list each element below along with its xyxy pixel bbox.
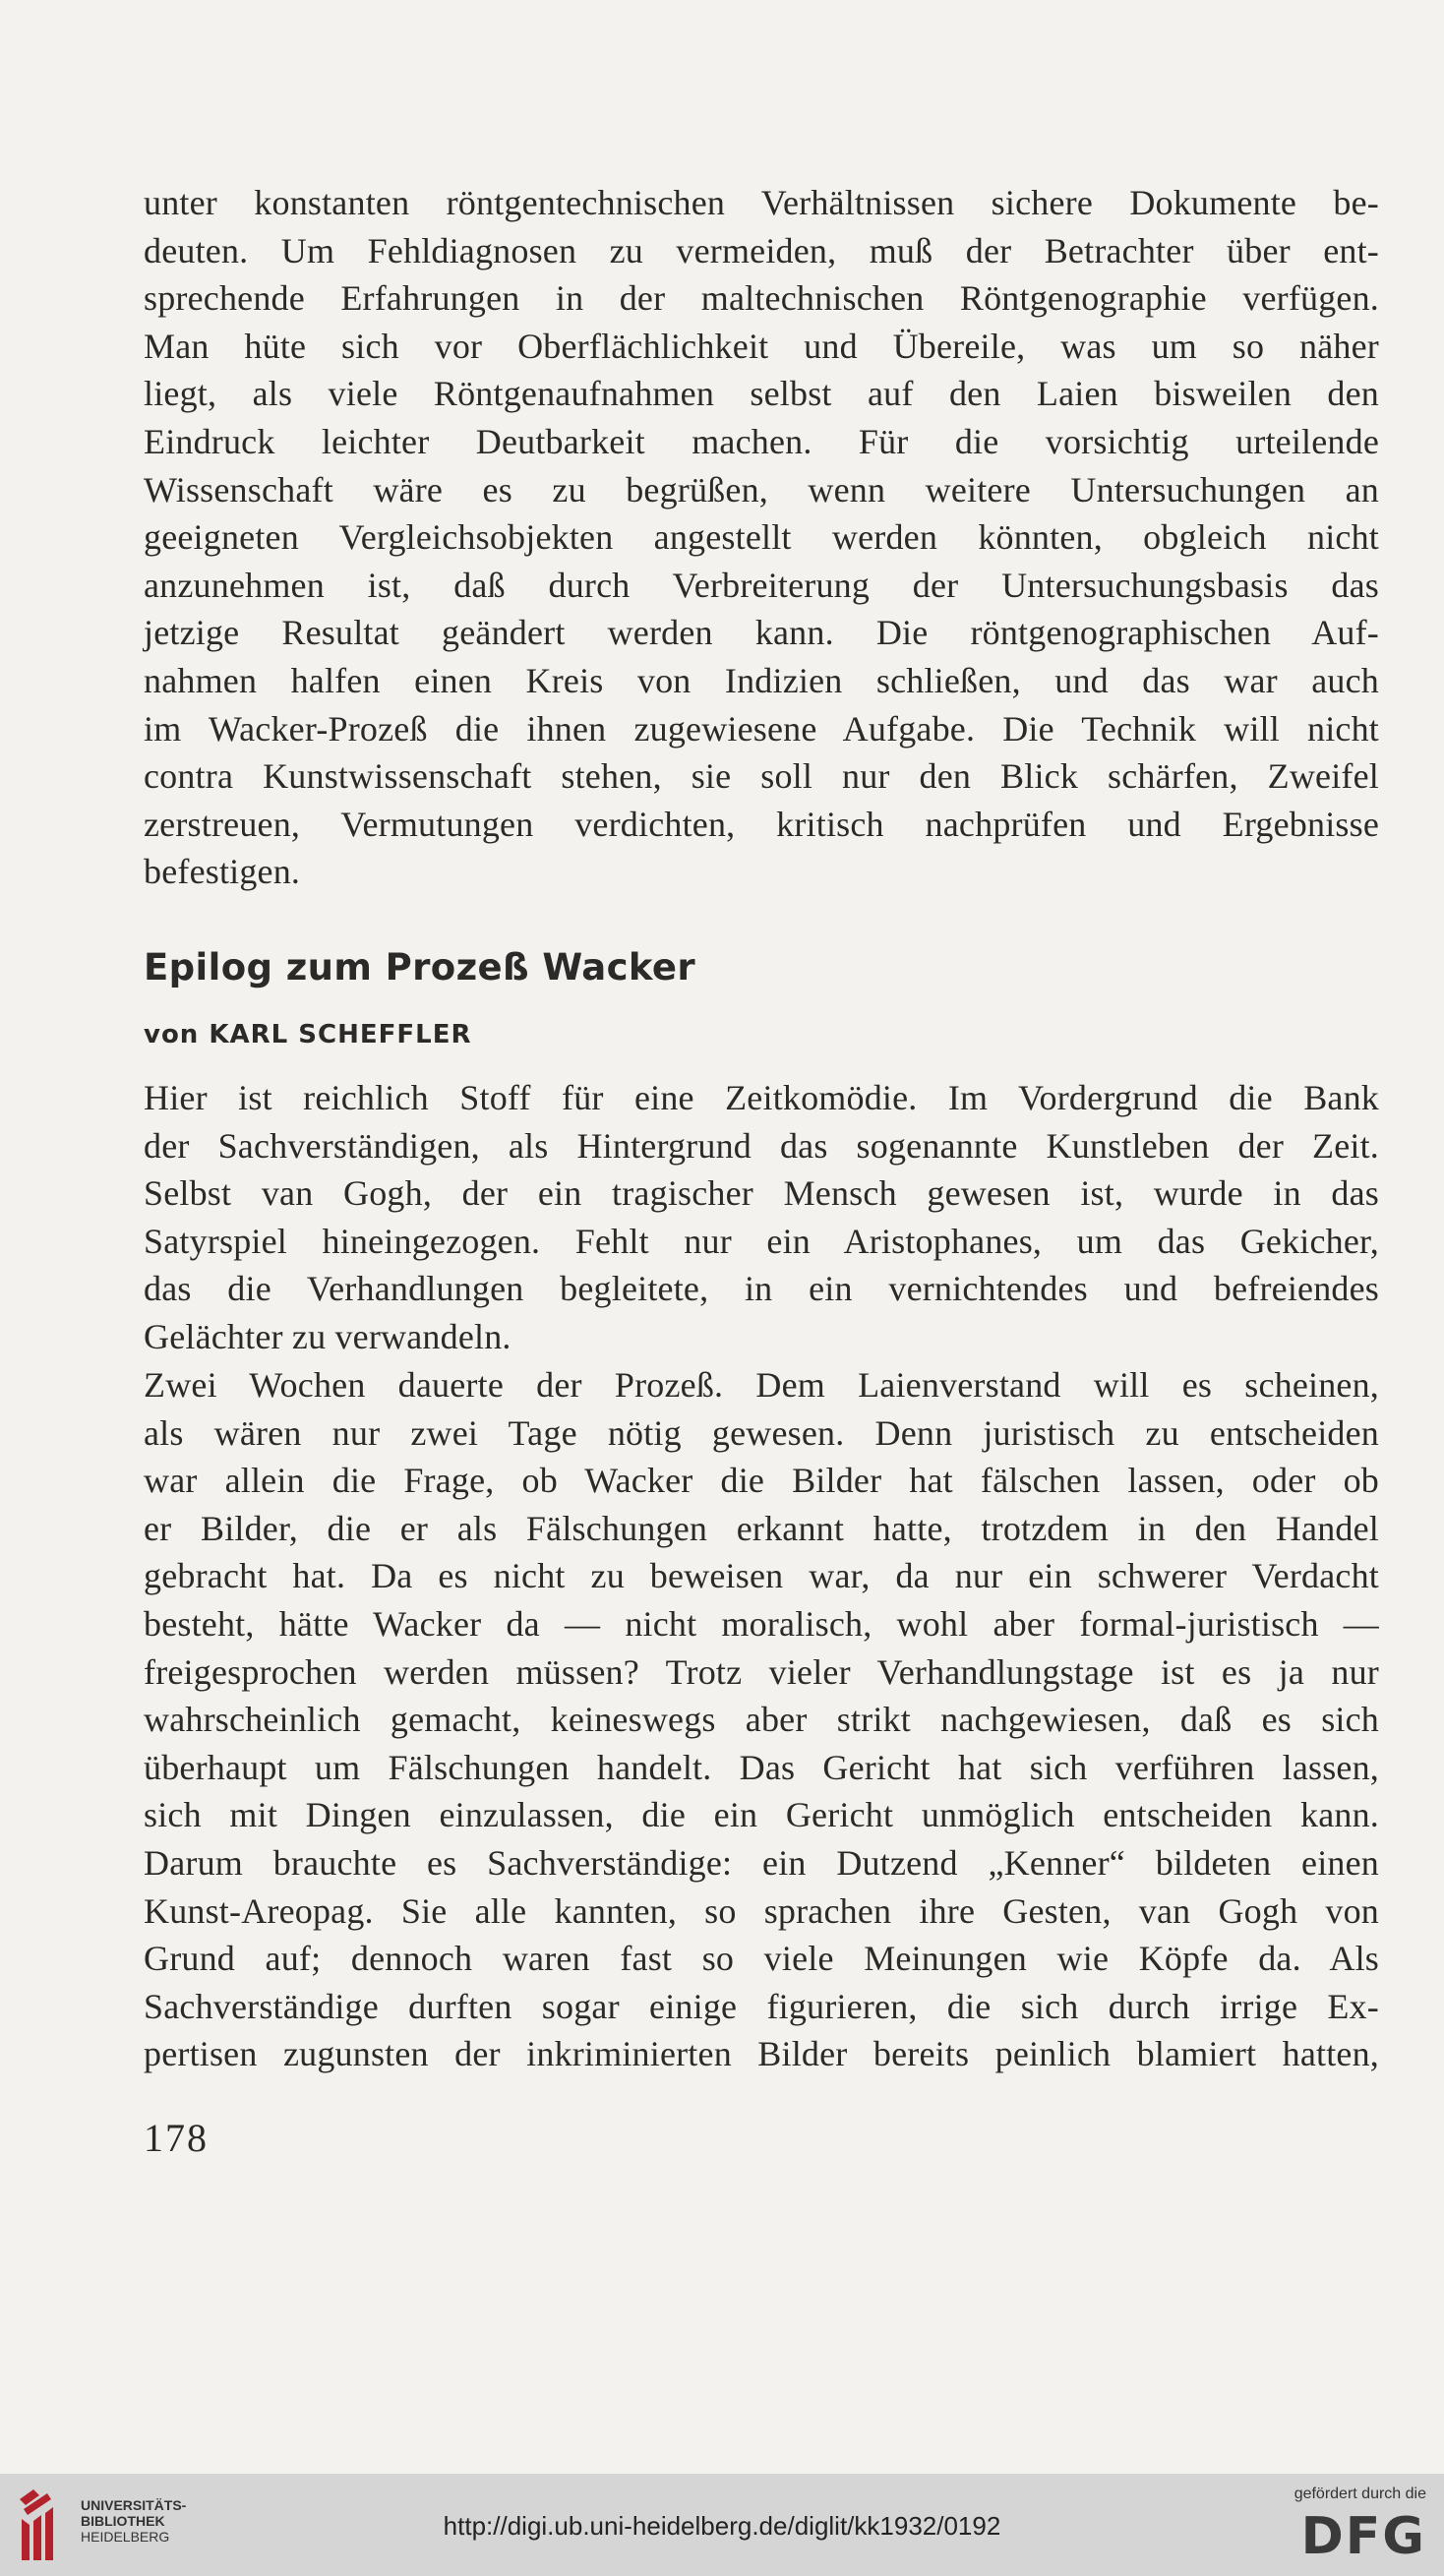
text-line: er Bilder, die er als Fälschungen erkannt hatte, trotzdem in den Handel xyxy=(144,1508,1379,1548)
text-line: Zwei Wochen dauerte der Prozeß. Dem Laienverstand will es scheinen, xyxy=(144,1365,1379,1405)
institution-line: HEIDELBERG xyxy=(81,2529,170,2545)
institution-line: BIBLIOTHEK xyxy=(81,2513,165,2529)
institution-line: UNIVERSITÄTS- xyxy=(81,2497,187,2513)
text-line: Wissenschaft wäre es zu begrüßen, wenn weitere Untersuchungen an xyxy=(144,469,1379,509)
text-line: zerstreuen, Vermutungen verdichten, kritisch nachprüfen und Ergebnisse xyxy=(144,804,1379,844)
text-line: im Wacker-Prozeß die ihnen zugewiesene Aufgabe. Die Technik will nicht xyxy=(144,708,1379,749)
text-line: Hier ist reichlich Stoff für eine Zeitkomödie. Im Vordergrund die Bank xyxy=(144,1078,1379,1117)
body-paragraph-3 xyxy=(144,1361,1379,2078)
text-line: nahmen halfen einen Kreis von Indizien schließen, und das war auch xyxy=(144,660,1379,700)
text-line: freigesprochen werden müssen? Trotz vieler Verhandlungstage ist es ja nur xyxy=(144,1651,1379,1692)
text-line: Satyrspiel hineingezogen. Fehlt nur ein Aristophanes, um das Gekicher, xyxy=(144,1221,1379,1261)
text-line: überhaupt um Fälschungen handelt. Das Gericht hat sich verführen lassen, xyxy=(144,1747,1379,1787)
text-line: besteht, hätte Wacker da — nicht moralisch, wohl aber formal-juristisch — xyxy=(144,1603,1379,1644)
text-line: als wären nur zwei Tage nötig gewesen. Denn juristisch zu entscheiden xyxy=(144,1412,1379,1453)
text-line: Sachverständige durften sogar einige figurieren, die sich durch irrige Ex- xyxy=(144,1986,1379,2026)
text-line: liegt, als viele Röntgenaufnahmen selbst auf den Laien bisweilen den xyxy=(144,374,1379,414)
text-line: der Sachverständigen, als Hintergrund das sogenannte Kunstleben der Zeit. xyxy=(144,1125,1379,1166)
source-url-link[interactable]: http://digi.ub.uni-heidelberg.de/diglit/kk1932/0192 xyxy=(443,2511,1001,2541)
text-line: sprechende Erfahrungen in der maltechnischen Röntgenographie verfügen. xyxy=(144,278,1379,319)
text-line: anzunehmen ist, daß durch Verbreiterung der Untersuchungsbasis das xyxy=(144,565,1379,605)
text-line: jetzige Resultat geändert werden kann. Die röntgenographischen Auf- xyxy=(144,613,1379,653)
text-line: Selbst van Gogh, der ein tragischer Mensch gewesen ist, wurde in das xyxy=(144,1173,1379,1214)
text-line: das die Verhandlungen begleitete, in ein vernichtendes und befreiendes xyxy=(144,1269,1379,1309)
text-line: unter konstanten röntgentechnischen Verhältnissen sichere Dokumente be- xyxy=(144,183,1379,222)
text-line: Gelächter zu verwandeln. xyxy=(144,1316,511,1356)
text-line: Eindruck leichter Deutbarkeit machen. Für die vorsichtig urteilende xyxy=(144,421,1379,461)
text-line: sich mit Dingen einzulassen, die ein Gericht unmöglich entscheiden kann. xyxy=(144,1795,1379,1835)
sponsor-text: gefördert durch die xyxy=(1294,2486,1426,2502)
text-line: geeigneten Vergleichsobjekten angestellt werden könnten, obgleich nicht xyxy=(144,517,1379,558)
viewer-footer xyxy=(0,2474,1444,2576)
page-number: 178 xyxy=(144,2116,209,2160)
text-line: gebracht hat. Da es nicht zu beweisen war, da nur ein schwerer Verdacht xyxy=(144,1556,1379,1596)
text-line: deuten. Um Fehldiagnosen zu vermeiden, muß der Betrachter über ent- xyxy=(144,230,1379,270)
text-line: contra Kunstwissenschaft stehen, sie soll nur den Blick schärfen, Zweifel xyxy=(144,756,1379,797)
text-line: war allein die Frage, ob Wacker die Bilder hat fälschen lassen, oder ob xyxy=(144,1461,1379,1501)
text-line: Man hüte sich vor Oberflächlichkeit und Übereile, was um so näher xyxy=(144,326,1379,366)
text-line: wahrscheinlich gemacht, keineswegs aber strikt nachgewiesen, daß es sich xyxy=(144,1700,1379,1740)
text-line: befestigen. xyxy=(144,852,301,892)
body-paragraph-1 xyxy=(144,179,1379,896)
body-paragraph-2 xyxy=(144,1074,1379,1361)
text-line: Grund auf; dennoch waren fast so viele Meinungen wie Köpfe da. Als xyxy=(144,1939,1379,1979)
dfg-logo: DFG xyxy=(1300,2507,1426,2566)
section-heading: Epilog zum Prozeß Wacker xyxy=(144,946,696,988)
text-line: pertisen zugunsten der inkriminierten Bilder bereits peinlich blamiert hatten, xyxy=(144,2034,1379,2074)
text-line: Kunst-Areopag. Sie alle kannten, so sprachen ihre Gesten, van Gogh von xyxy=(144,1890,1379,1931)
text-line: Darum brauchte es Sachverständige: ein Dutzend „Kenner“ bildeten einen xyxy=(144,1842,1379,1883)
author-byline: von KARL SCHEFFLER xyxy=(144,1020,472,1049)
